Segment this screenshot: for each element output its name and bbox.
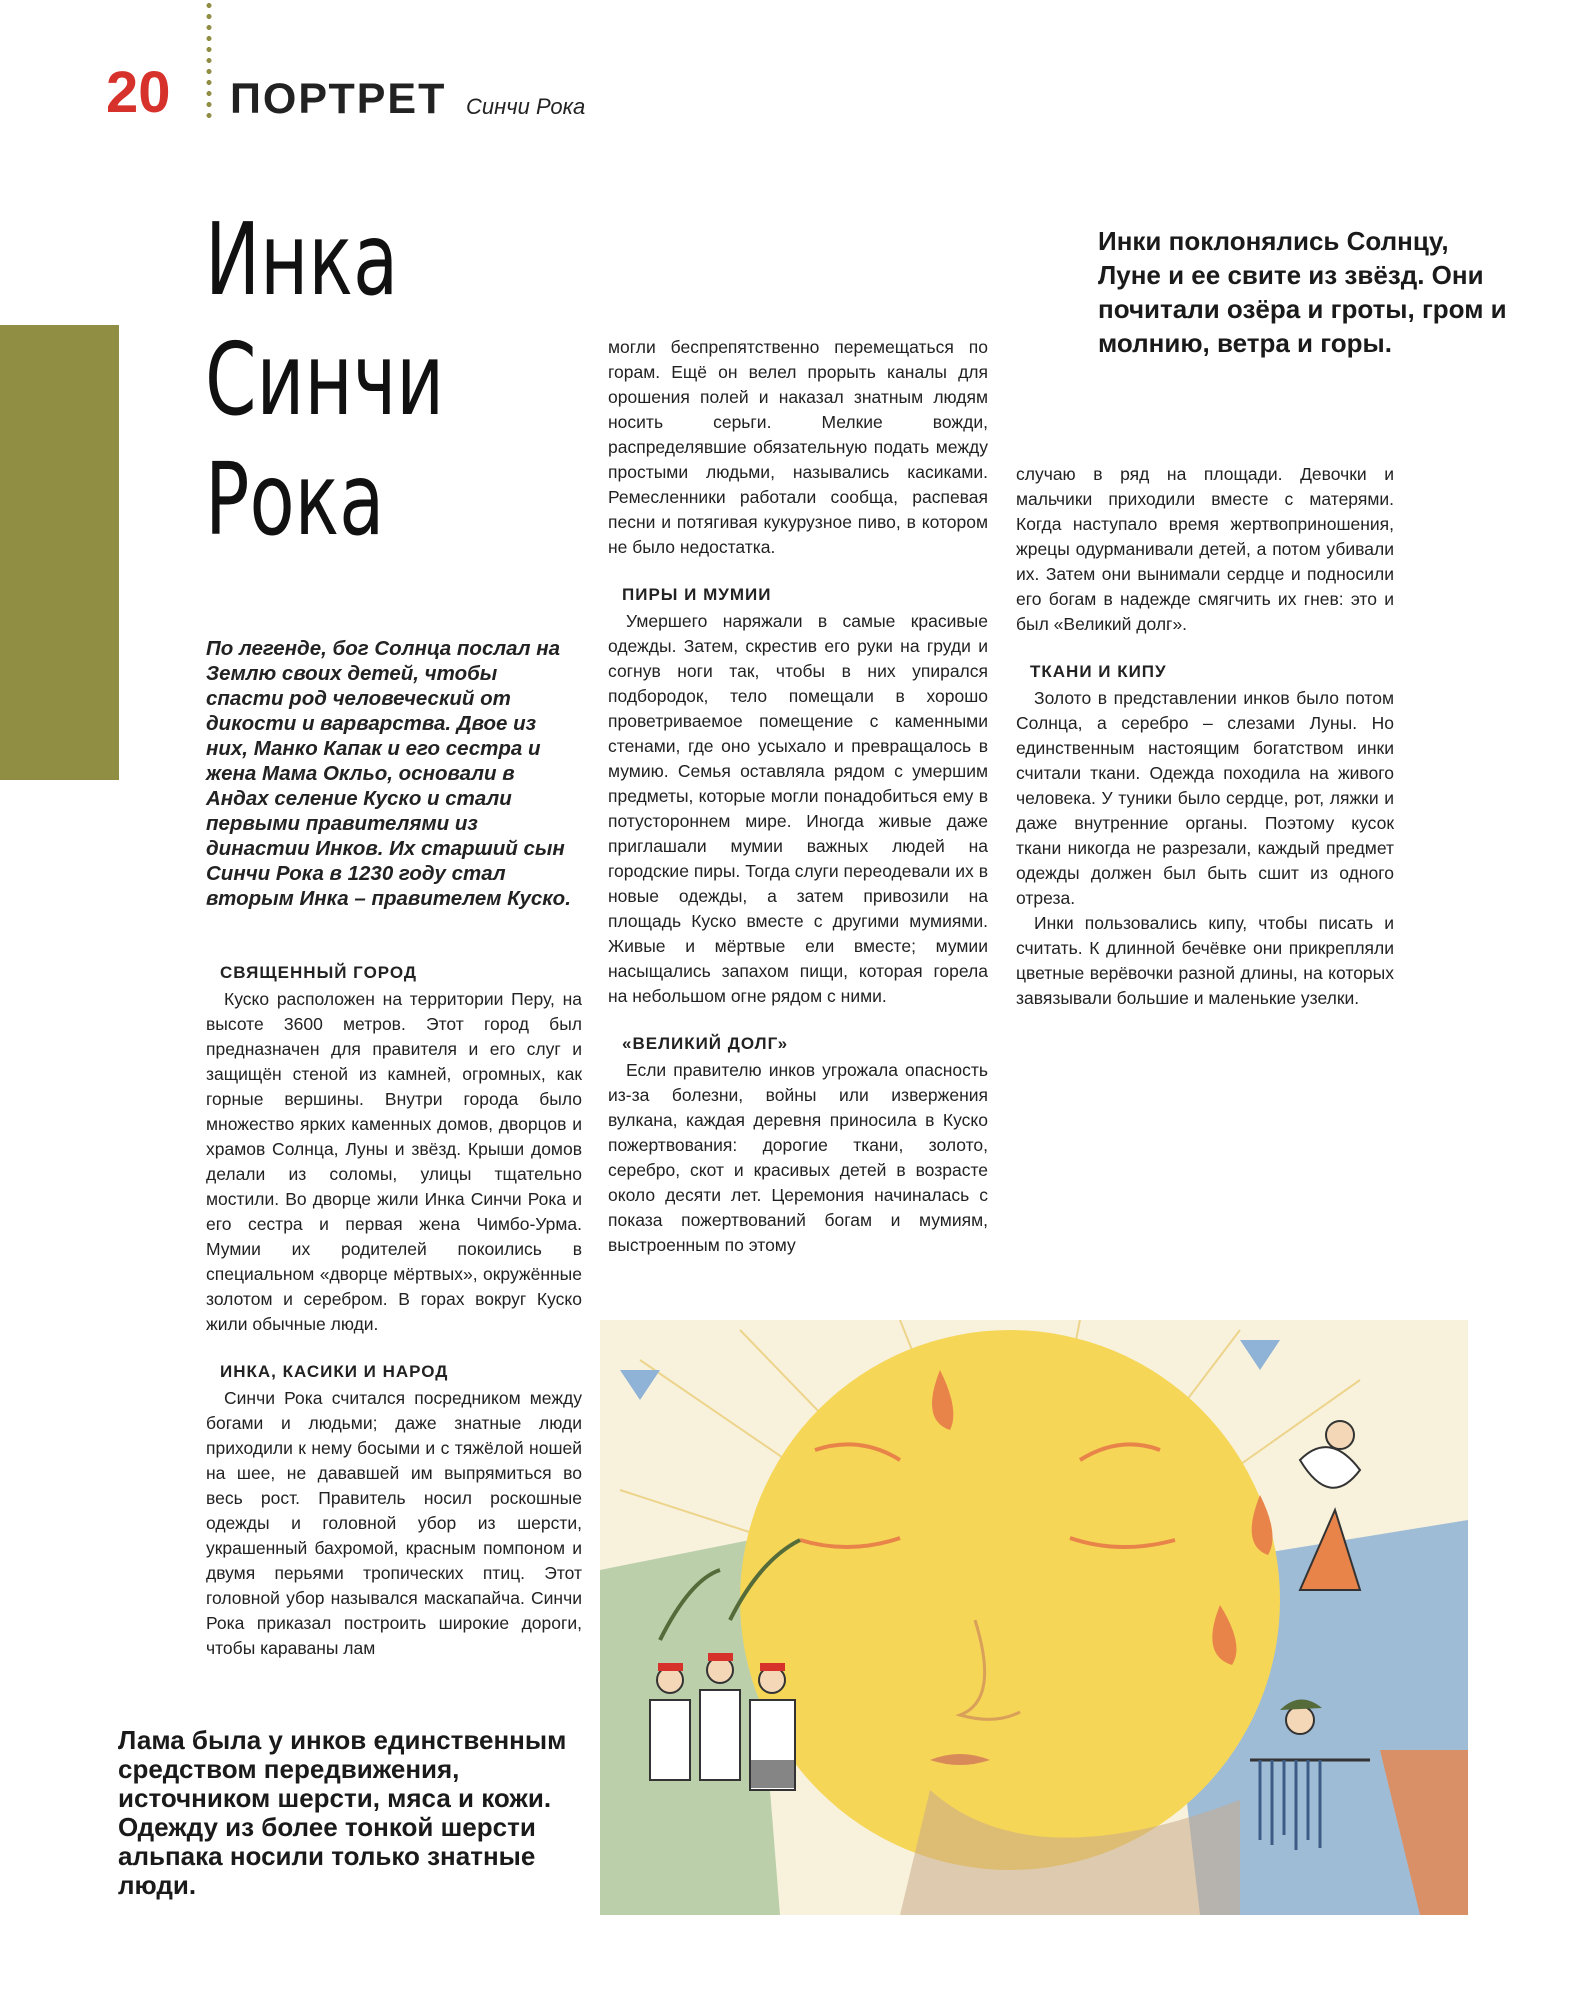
text-column-3 bbox=[1016, 462, 1394, 1011]
text-column-2 bbox=[608, 335, 988, 1258]
paragraph-col3-continued: случаю в ряд на площади. Девочки и мальчики приходили вместе с матерями. Когда наступало время жертвоприношения, жрецы одурманивали детей, а потом убивали их. Затем они вынимали сердце и подносили его богам в надежде смягчить их гнев: это и был «Великий долг». bbox=[1016, 464, 1394, 634]
page-number: 20 bbox=[106, 60, 171, 125]
green-side-bar bbox=[0, 325, 119, 780]
lama-caption: Лама была у инков единственным средством передвижения, источником шерсти, мяса и кожи. Одежду из более тонкой шерсти альпака носили только знатные люди. bbox=[118, 1725, 567, 1900]
article-title bbox=[205, 200, 444, 560]
paragraph-feasts: Умершего наряжали в самые красивые одежды. Затем, скрестив его руки на груди и согнув ноги так, чтобы в них упирался подбородок, тело помещали в хорошо проветриваемое помещение с каменными стенами, где оно усыхало и превращалось в мумию. Семья оставляла рядом с умершим предметы, которые могли понадобиться ему в потустороннем мире. Иногда живые даже приглашали мумии важных людей на городские пиры. Тогда слуги переодевали их в новые одежды, а затем привозили на площадь Куско вместе с другими мумиями. Живые и мёртвые ели вместе; мумии насыщались запахом пищи, которая горела на небольшом огне рядом с ними. bbox=[608, 611, 988, 1006]
title-line-1: Инка bbox=[205, 201, 399, 318]
paragraph-inca-people: Синчи Рока считался посредником между богами и людьми; даже знатные люди приходили к нему босыми и с тяжёлой ношей на шее, не дававшей им выпрямиться во весь рост. Правитель носил роскошные одежды и головной убор из шерсти, украшенный бахромой, красным помпоном и двумя перьями тропических птиц. Этот головной убор назывался маскапайча. Синчи Рока приказал построить широкие дороги, чтобы караваны лам bbox=[206, 1388, 582, 1658]
intro-paragraph: По легенде, бог Солнца послал на Землю своих детей, чтобы спасти род человеческий от дикости и варварства. Двое из них, Манко Капак и его сестра и жена Мама Окльо, основали в Андах селение Куско и стали первыми правителями из династии Инков. Их старший сын Синчи Рока в 1230 году стал вторым Инка – правителем Куско. bbox=[206, 637, 571, 910]
text-column-1 bbox=[206, 960, 582, 1661]
title-line-2: Синчи bbox=[205, 321, 445, 438]
title-line-3: Рока bbox=[205, 441, 385, 558]
section-subtitle: Синчи Рока bbox=[466, 94, 586, 119]
paragraph-great-debt: Если правителю инков угрожала опасность из-за болезни, войны или извержения вулкана, каждая деревня приносила в Куско пожертвования: дорогие ткани, золото, серебро, скот и красивых детей в возрасте около десяти лет. Церемония начиналась с показа пожертвований богам и мумиям, выстроенным по этому bbox=[608, 1060, 988, 1255]
paragraph-col2-continued: могли беспрепятственно перемещаться по горам. Ещё он велел прорыть каналы для орошения полей и наказал знатным людям носить серьги. Мелкие вожди, распределявшие обязательную подать между простыми людьми, назывались касиками. Ремесленники работали сообща, распевая песни и потягивая кукурузное пиво, в котором не было недостатка. bbox=[608, 337, 988, 557]
paragraph-textiles-2: Инки пользовались кипу, чтобы писать и считать. К длинной бечёвке они прикрепляли цветные верёвочки разной длины, на которых завязывали большие и маленькие узелки. bbox=[1016, 913, 1394, 1008]
section-heading-sacred-city: СВЯЩЕННЫЙ ГОРОД bbox=[220, 963, 418, 982]
dotted-rule bbox=[205, 0, 213, 124]
section-heading-inca-people: ИНКА, КАСИКИ И НАРОД bbox=[220, 1362, 449, 1381]
pull-quote: Инки поклонялись Солнцу, Луне и ее свите из звёзд. Они почитали озёра и гроты, гром и молнию, ветра и горы. bbox=[1098, 226, 1507, 358]
sun-face bbox=[740, 1330, 1280, 1870]
sun-illustration bbox=[600, 1320, 1468, 1915]
paragraph-sacred-city: Куско расположен на территории Перу, на высоте 3600 метров. Этот город был предназначен для правителя и его слуг и защищён стеной из камней, огромных, как горные вершины. Внутри города было множество ярких каменных домов, дворцов и храмов Солнца, Луны и звёзд. Крыши домов делали из соломы, улицы тщательно мостили. Во дворце жили Инка Синчи Рока и его сестра и первая жена Чимбо-Урма. Мумии их родителей покоились в специальном «дворце мёртвых», окружённые золотом и серебром. В горах вокруг Куско жили обычные люди. bbox=[206, 989, 582, 1334]
section-heading-textiles: ТКАНИ И КИПУ bbox=[1030, 662, 1167, 681]
section-heading-feasts: ПИРЫ И МУМИИ bbox=[622, 585, 772, 604]
paragraph-textiles-1: Золото в представлении инков было потом Солнца, а серебро – слезами Луны. Но единственным настоящим богатством инки считали ткани. Одежда походила на живого человека. У туники было сердце, рот, ляжки и даже внутренние органы. Поэтому кусок ткани никогда не разрезали, каждый предмет одежды должен был быть сшит из одного отреза. bbox=[1016, 688, 1394, 908]
section-title: ПОРТРЕТ bbox=[230, 75, 447, 123]
section-heading-great-debt: «ВЕЛИКИЙ ДОЛГ» bbox=[622, 1034, 789, 1053]
